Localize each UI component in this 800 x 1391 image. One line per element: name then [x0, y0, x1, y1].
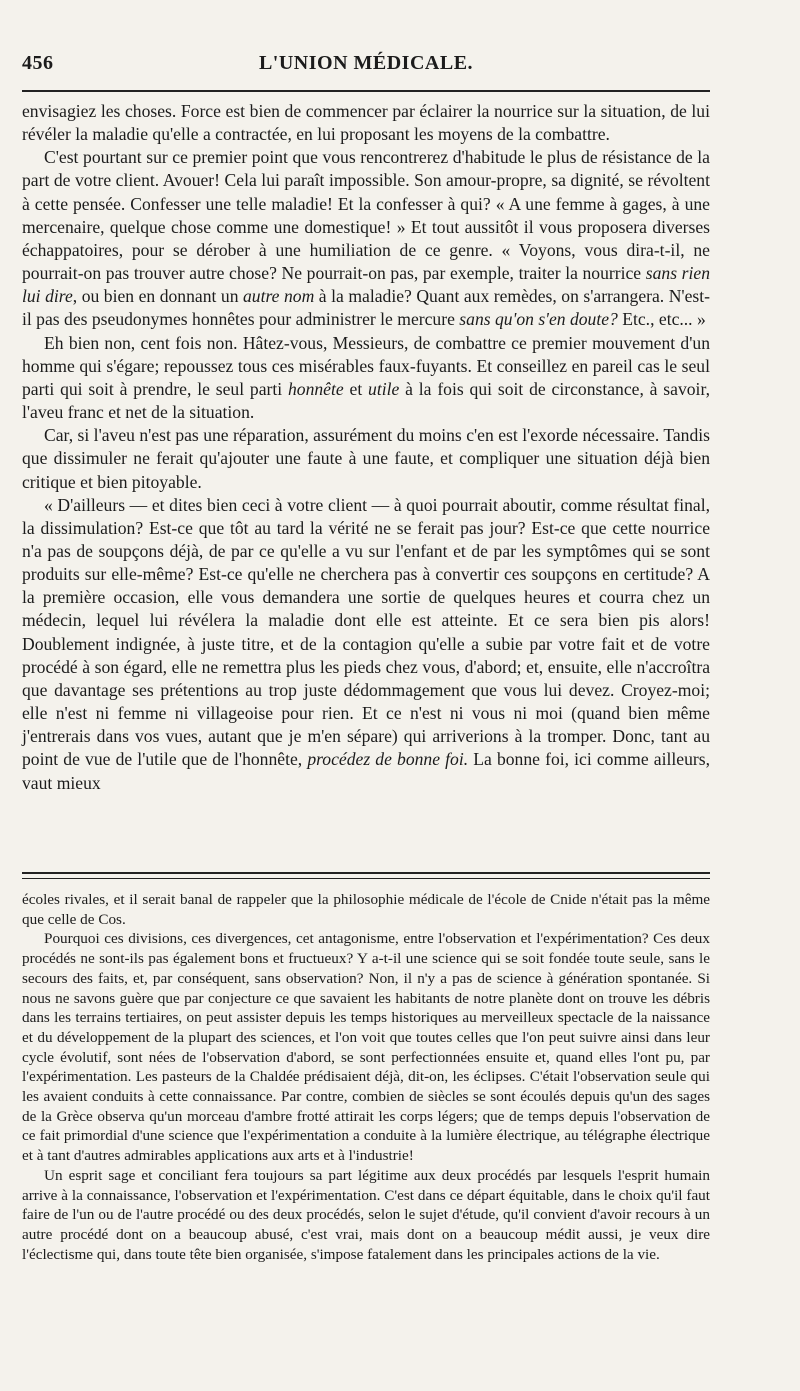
paragraph: « D'ailleurs — et dites bien ceci à votre client — à quoi pourrait aboutir, comme résultat final, la dissimulation? Est-ce que tôt au tard la vérité ne se ferait pas jour? Est-ce que cette nourrice n'a pas de soupçons déjà, de par ce qu'elle a vu sur l'enfant et de par les symptômes qui se sont produits sur elle-même? Est-ce qu'elle ne cherchera pas à convertir ces soupçons en certitude? A la première occasion, elle vous demandera une sortie de quelques heures et courra chez un médecin, lequel lui révélera la maladie dont elle est atteinte. Et ce sera bien pis alors! Doublement indignée, à juste titre, et de la contagion qu'elle a subie par votre fait et de votre procédé à son égard, elle ne remettra plus les pieds chez vous, d'abord; et, ensuite, elle n'accroîtra que davantage ses prétentions au trop juste dédommagement que vous lui devez. Croyez-moi; elle n'est ni femme ni villageoise pour rien. Et ce n'est ni vous ni moi (quand bien même j'entrerais dans vos vues, autant que je m'en sépare) qui arriverions à la tromper. Donc, tant au point de vue de l'utile que de l'honnête, procédez de bonne foi. La bonne foi, ici comme ailleurs, vaut mieux	[22, 494, 710, 793]
running-title: L'UNION MÉDICALE.	[258, 52, 474, 74]
header-rule	[22, 90, 710, 92]
paragraph: envisagiez les choses. Force est bien de commencer par éclairer la nourrice sur la situation, de lui révéler la maladie qu'elle a contractée, en lui proposant les moyens de la combattre.	[22, 101, 710, 145]
paragraph: Eh bien non, cent fois non. Hâtez-vous, Messieurs, de combattre ce premier mouvement d'un homme qui s'égare; repoussez tous ces misérables faux-fuyants. Et conseillez en pareil cas le seul parti qui soit à prendre, le seul parti honnête et utile à la fois qui soit de circonstance, à savoir, l'aveu franc et net de la situation.	[22, 332, 710, 423]
paragraph: Car, si l'aveu n'est pas une réparation, assurément du moins c'en est l'exorde nécessaire. Tandis que dissimuler ne ferait qu'ajouter une faute à une faute, et compliquer une situation déjà bien critique et bien pitoyable.	[22, 425, 710, 492]
footnote-paragraph: Pourquoi ces divisions, ces divergences, cet antagonisme, entre l'observation et l'expérimentation? Ces deux procédés ne sont-ils pas également bons et fructueux? Y a-t-il une science qui se soit fondée toute seule, sans le secours des faits, et, par conséquent, sans observation? Non, il n'y a pas de science à génération spontanée. Si nous ne savons guère que par conjecture ce que savaient les habitants de notre planète dont on trouve les débris dans les terrains tertiaires, on peut assister depuis les temps historiques au merveilleux spectacle de la naissance et du développement de la plupart des sciences, et l'on voit que toutes celles que l'on peut suivre ainsi dans leur cycle évolutif, sont nées de l'observation d'abord, se sont perfectionnées ensuite et, quand elles l'ont pu, par l'expérimentation. Les pasteurs de la Chaldée prédisaient déjà, dit-on, les éclipses. C'était l'observation seule qui les avaient conduits à cette connaissance. Par contre, combien de siècles se sont écoulés depuis qu'un des sages de la Grèce observa qu'un morceau d'ambre frotté attirait les corps légers; que de temps depuis l'observation de ce fait primordial d'une science que l'expérimentation a conduite à la lumière électrique, au télégraphe électrique et à tant d'autres admirables applications aux arts et à l'industrie!	[22, 930, 710, 1165]
footnote-text	[22, 890, 710, 1264]
footnote-paragraph: écoles rivales, et il serait banal de rappeler que la philosophie médicale de l'école de Cnide n'était pas la même que celle de Cos.	[22, 891, 710, 928]
page-number: 456	[22, 52, 54, 74]
footnote-rule	[22, 872, 710, 874]
paragraph: C'est pourtant sur ce premier point que vous rencontrerez d'habitude le plus de résistance de la part de votre client. Avouer! Cela lui paraît impossible. Son amour-propre, sa dignité, se révoltent à cette pensée. Confesser une telle maladie! Et la confesser à qui? « A une femme à gages, à une mercenaire, quelque chose comme une domestique! » Et tout aussitôt il vous proposera diverses échappatoires, pour se dérober à une humiliation de ce genre. « Voyons, vous dira-t-il, ne pourrait-on pas trouver autre chose? Ne pourrait-on pas, par exemple, traiter la nourrice sans rien lui dire, ou bien en donnant un autre nom à la maladie? Quant aux remèdes, on s'arrangera. N'est-il pas des pseudonymes honnêtes pour administrer le mercure sans qu'on s'en doute? Etc., etc... »	[22, 147, 710, 330]
footnote-paragraph: Un esprit sage et conciliant fera toujours sa part légitime aux deux procédés par lesquels l'esprit humain arrive à la connaissance, l'observation et l'expérimentation. C'est dans ce départ équitable, dans le choix qu'il faut faire de l'un ou de l'autre procédé ou des deux procédés, selon le sujet d'étude, qu'il convient d'avoir recours à un autre procédé dont on a beaucoup abusé, c'est vrai, mais dont on a beaucoup médit aussi, je veux dire l'éclectisme qui, dans toute tête bien organisée, s'impose fatalement dans les principales actions de la vie.	[22, 1166, 710, 1263]
footnote-rule-thin	[22, 878, 710, 879]
main-text	[22, 100, 710, 795]
